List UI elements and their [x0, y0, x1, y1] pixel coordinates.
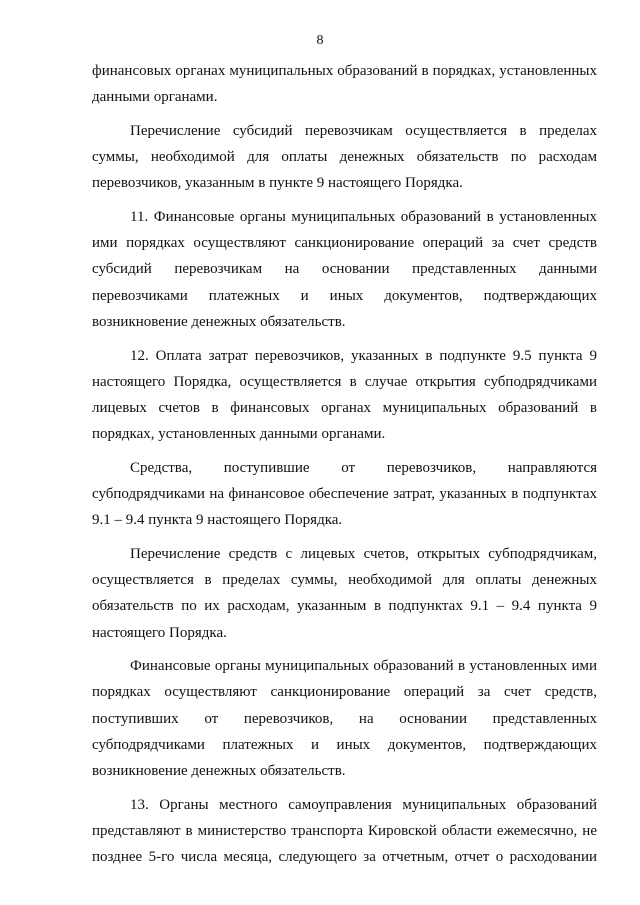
paragraph-transfer-from-accounts: Перечисление средств с лицевых счетов, открытых субподрядчикам, осуществляется в пределах суммы, необходимой для оплаты денежных обязательств по их расходам, указанным в подпунктах 9.1 – 9.4 пункта 9 настоящего Порядка. [92, 545, 597, 641]
paragraph-item-13: 13. Органы местного самоуправления муниципальных образований представляют в министерство транспорта Кировской области ежемесячно, не позднее 5-го числа месяца, следующего за отчетным, отчет о расходовании [92, 796, 597, 866]
paragraph-subsidy-transfer: Перечисление субсидий перевозчикам осуществляется в пределах суммы, необходимой для оплаты денежных обязательств по расходам перевозчиков, указанным в пункте 9 настоящего Порядка. [92, 122, 597, 192]
paragraph-continuation: финансовых органах муниципальных образований в порядках, установленных данными органами. [92, 63, 597, 106]
paragraph-item-11: 11. Финансовые органы муниципальных образований в установленных ими порядках осуществляют санкционирование операций за счет средств субсидий перевозчикам на основании представленных данными перевозчиками платежных и иных документов, подтверждающих возникновение денежных обязательств. [92, 209, 597, 330]
paragraph-item-12: 12. Оплата затрат перевозчиков, указанных в подпункте 9.5 пункта 9 настоящего Порядка, осуществляется в случае открытия субподрядчиками лицевых счетов в финансовых органах муниципальных образований в порядках, установленных данными органами. [92, 347, 597, 443]
page-number: 8 [316, 33, 324, 48]
paragraph-funds-from-carriers: Средства, поступившие от перевозчиков, направляются субподрядчиками на финансовое обеспечение затрат, указанных в подпунктах 9.1 – 9.4 пункта 9 настоящего Порядка. [92, 459, 597, 529]
paragraph-financial-bodies-authorization: Финансовые органы муниципальных образований в установленных ими порядках осуществляют санкционирование операций за счет средств, поступивших от перевозчиков, на основании представленных субподрядчиками платежных и иных документов, подтверждающих возникновение денежных обязательств. [92, 658, 597, 780]
document-body [92, 58, 597, 878]
